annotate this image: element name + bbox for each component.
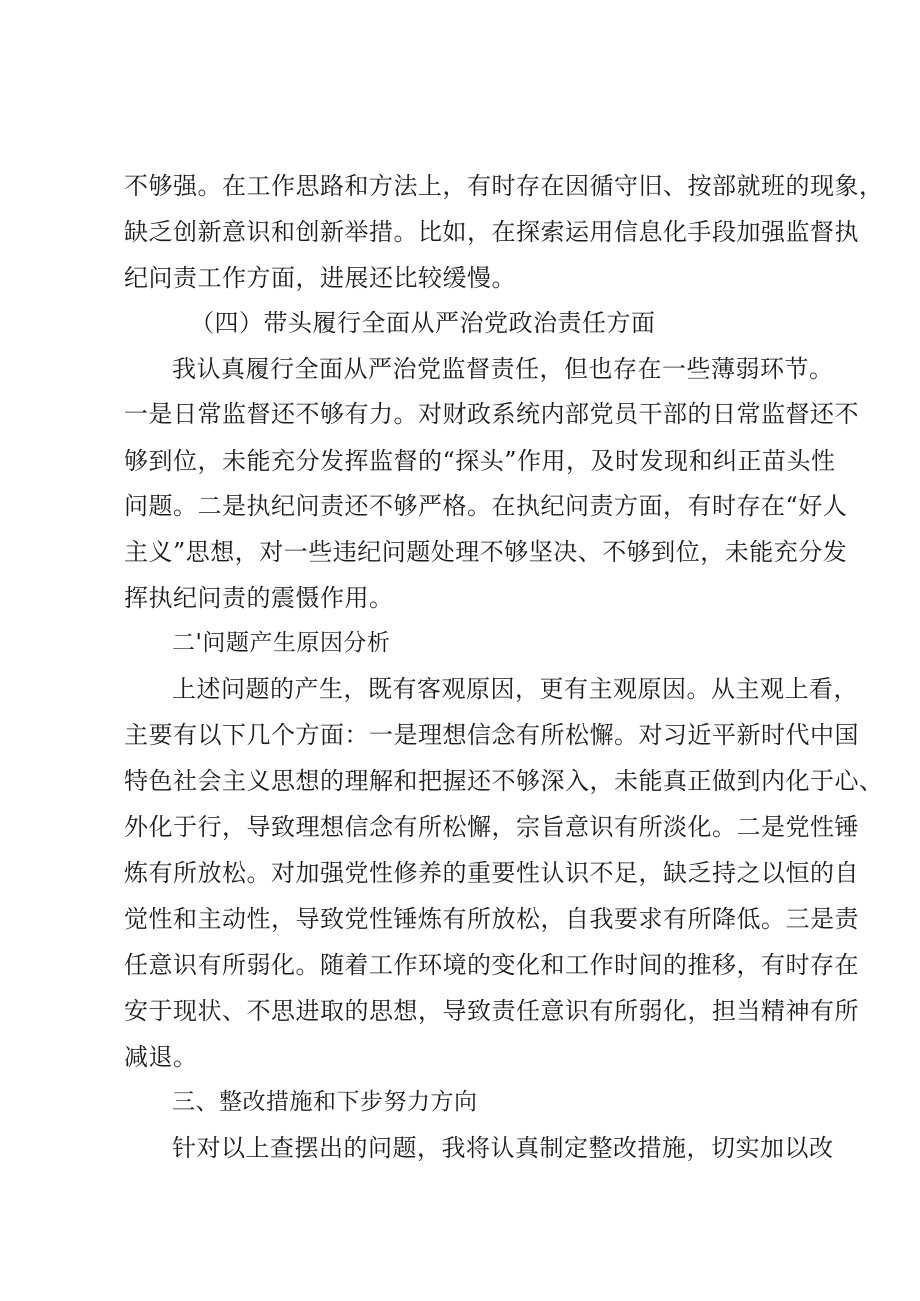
paragraph-line: 够到位，未能充分发挥监督的“探头”作用，及时发现和纠正苗头性 — [124, 447, 836, 475]
paragraph-line: 主义”思想，对一些违纪问题处理不够坚决、不够到位，未能充分发 — [124, 538, 848, 566]
paragraph-line: 任意识有所弱化。随着工作环境的变化和工作时间的推移，有时存在 — [124, 951, 859, 979]
subheading-four: （四）带头履行全面从严治党政治责任方面 — [190, 309, 656, 337]
paragraph-line: 觉性和主动性，导致党性锤炼有所放松，自我要求有所降低。三是责 — [124, 905, 859, 933]
paragraph-line: 主要有以下几个方面：一是理想信念有所松懈。对习近平新时代中国 — [124, 721, 859, 749]
paragraph-line: 缺乏创新意识和创新举措。比如，在探索运用信息化手段加强监督执 — [124, 218, 859, 246]
paragraph-line: 一是日常监督还不够有力。对财政系统内部党员干部的日常监督还不 — [124, 400, 859, 428]
paragraph-line: 上述问题的产生，既有客观原因，更有主观原因。从主观上看， — [172, 675, 858, 703]
paragraph-line: 减退。 — [124, 1043, 198, 1071]
paragraph-line: 不够强。在工作思路和方法上，有时存在因循守旧、按部就班的现象， — [124, 172, 884, 200]
paragraph-line: 外化于行，导致理想信念有所松懈，宗旨意识有所淡化。二是党性锤 — [124, 813, 859, 841]
paragraph-line: 特色社会主义思想的理解和把握还不够深入，未能真正做到内化于心、 — [124, 767, 884, 795]
paragraph-line: 安于现状、不思进取的思想，导致责任意识有所弱化，担当精神有所 — [124, 997, 859, 1025]
section-heading-three: 三、整改措施和下步努力方向 — [172, 1089, 478, 1115]
section-heading-two: 二'问题产生原因分析 — [172, 630, 391, 656]
paragraph-line: 我认真履行全面从严治党监督责任，但也存在一些薄弱环节。 — [172, 355, 834, 383]
paragraph-line: 针对以上查摆出的问题，我将认真制定整改措施，切实加以改 — [172, 1134, 834, 1162]
paragraph-line: 挥执纪问责的震慑作用。 — [124, 584, 394, 612]
paragraph-line: 问题。二是执纪问责还不够严格。在执纪问责方面，有时存在“好人 — [124, 492, 848, 520]
paragraph-line: 炼有所放松。对加强党性修养的重要性认识不足，缺乏持之以恒的自 — [124, 859, 859, 887]
paragraph-line: 纪问责工作方面，进展还比较缓慢。 — [124, 264, 516, 292]
